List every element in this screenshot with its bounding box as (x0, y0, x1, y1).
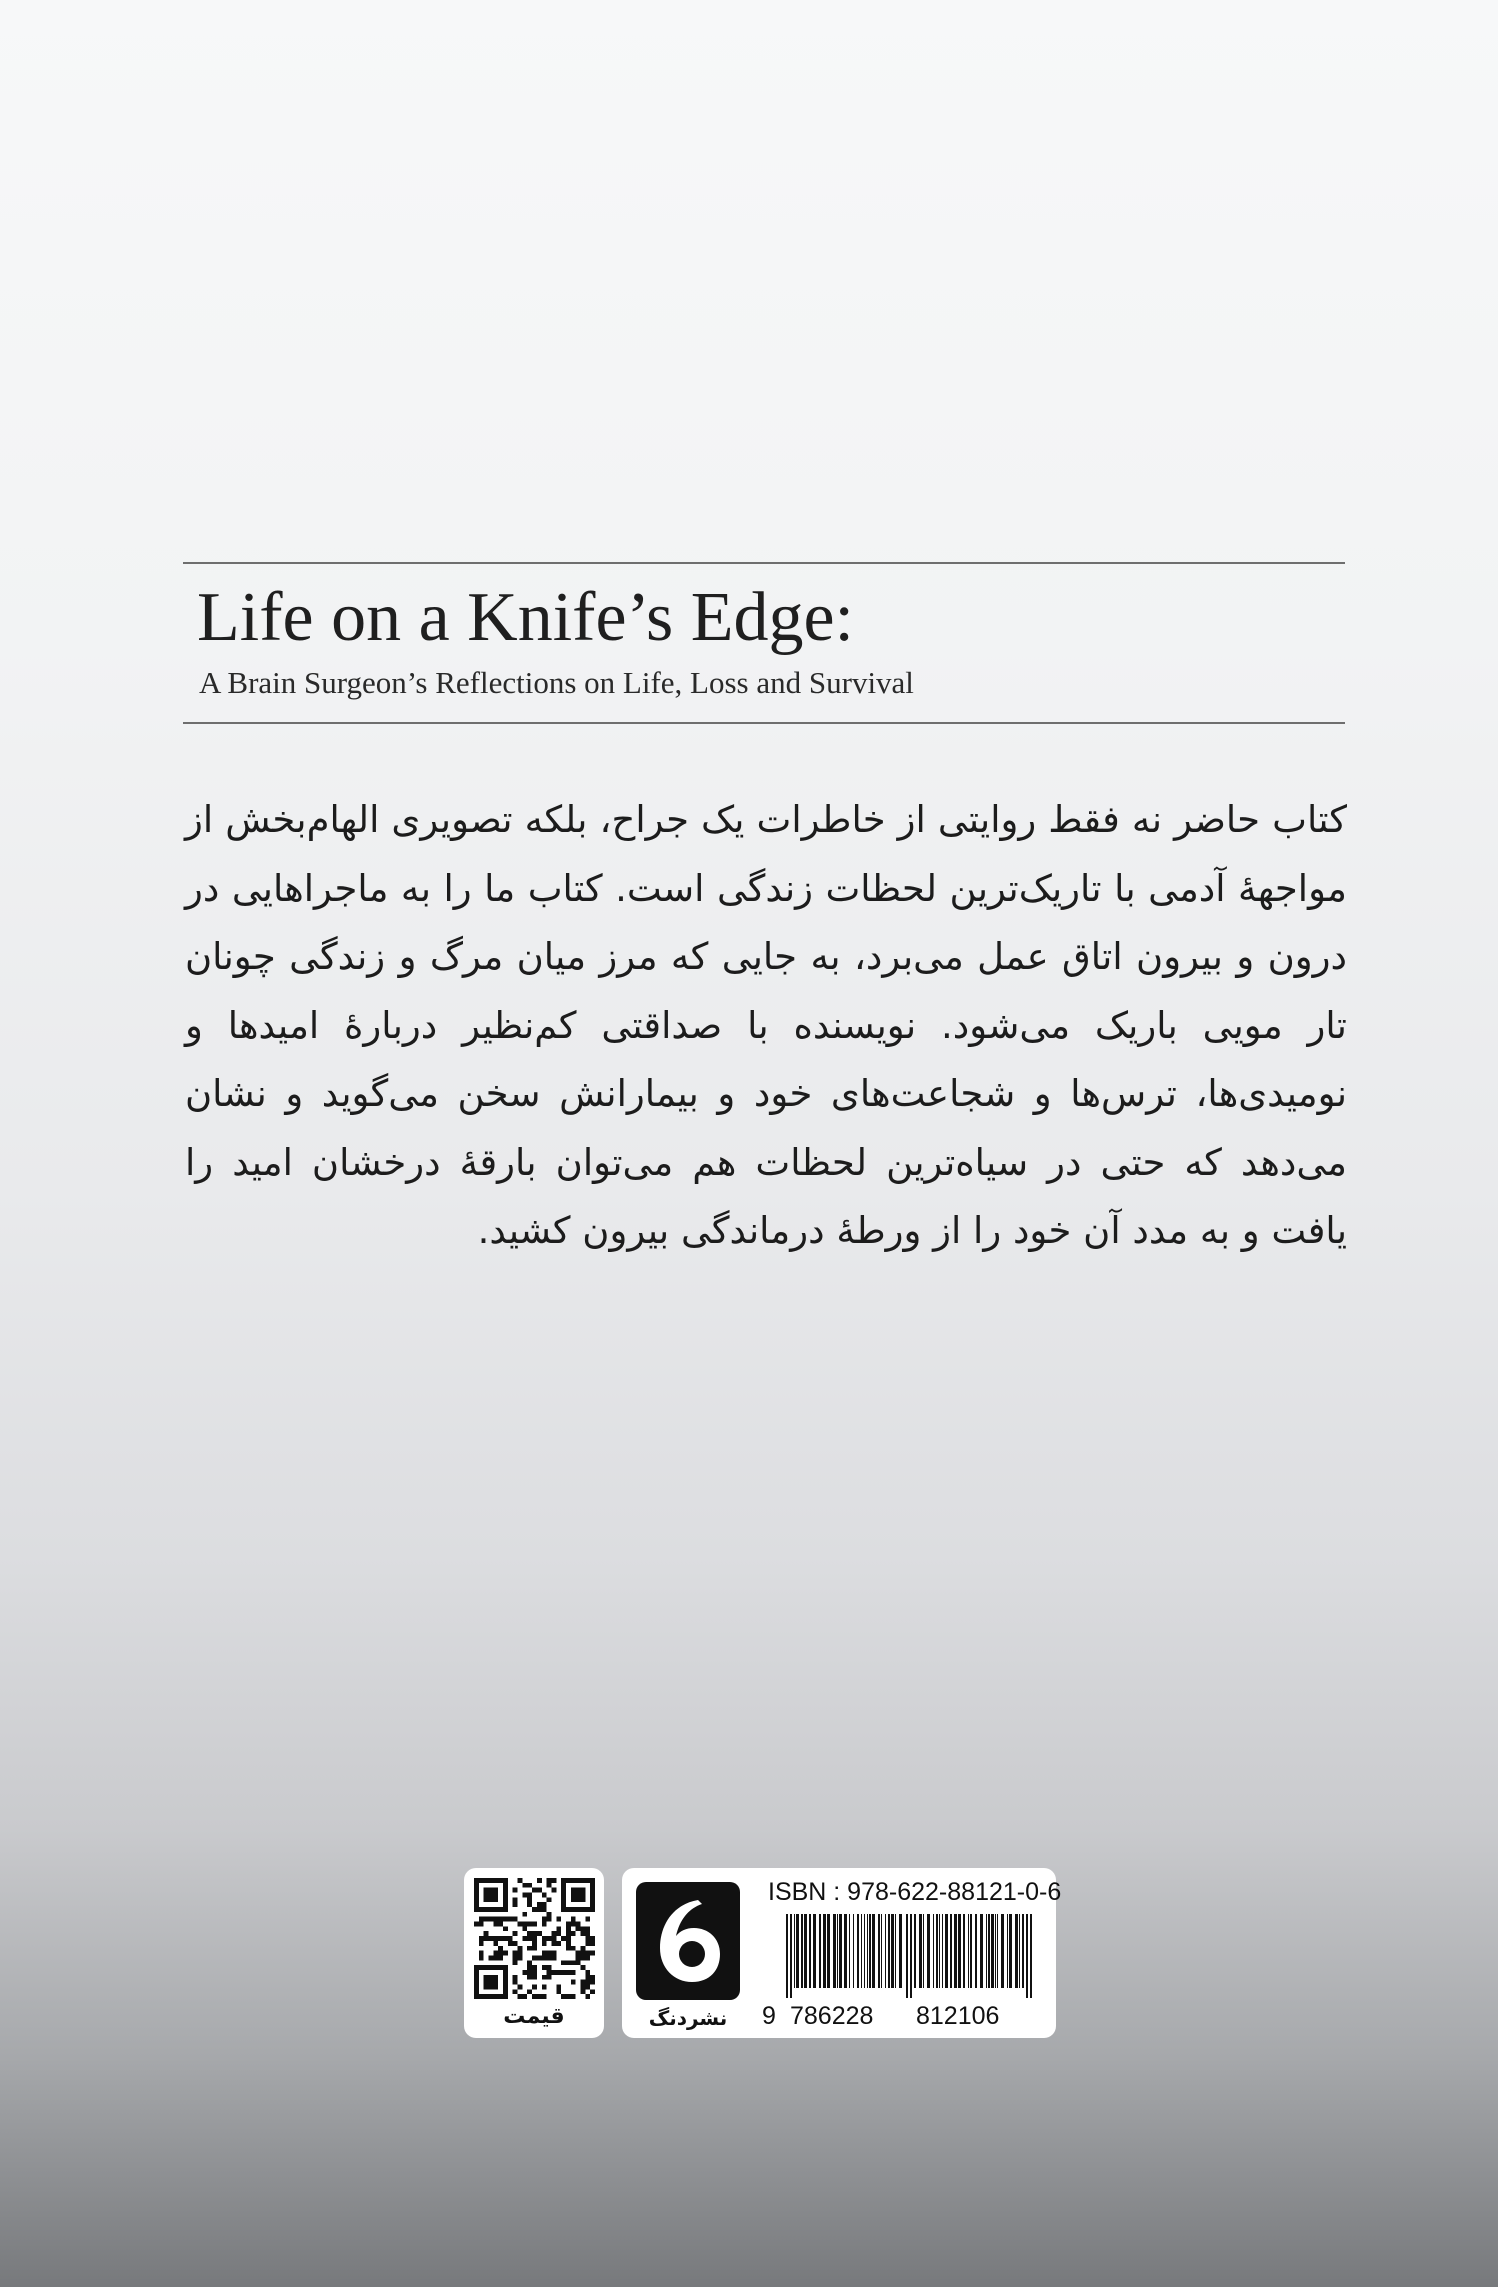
isbn-number: ISBN : 978-622-88121-0-6 (768, 1878, 1062, 1906)
barcode-digits-left: 786228 (790, 2002, 874, 2030)
isbn-card (622, 1868, 1062, 2038)
price-qr-card (464, 1868, 604, 2038)
barcode-digits-right: 812106 (916, 2002, 1000, 2030)
book-title: Life on a Knife’s Edge: (197, 579, 855, 656)
title-rule-top (183, 562, 1345, 564)
title-rule-bottom (183, 722, 1345, 724)
price-label: قیمت (503, 2004, 565, 2029)
barcode-digit-first: 9 (762, 2002, 776, 2030)
barcode-icon (786, 1914, 1036, 1998)
qr-code-icon (474, 1878, 595, 1999)
book-description: کتاب حاضر نه فقط روایتی از خاطرات یک جراح، بلکه تصویری الهام‌بخش از مواجههٔ آدمی با تاریک‌ترین لحظات زندگی است. کتاب ما را به ماجراهایی در درون و بیرون اتاق عمل می‌برد، به جایی که مرز میان مرگ و زندگی چونان تار مویی باریک می‌شود. نویسنده با صداقتی کم‌نظیر دربارهٔ امیدها و نومیدی‌ها، ترس‌ها و شجاعت‌های خود و بیمارانش سخن می‌گوید و نشان می‌دهد که حتی در سیاه‌ترین لحظات هم می‌توان بارقهٔ درخشان امید را یافت و به مدد آن خود را از ورطهٔ درماندگی بیرون کشید. (185, 798, 1347, 1252)
publisher-name: نشردنگ (648, 2006, 728, 2030)
publisher-logo-icon (636, 1882, 740, 2000)
book-subtitle: A Brain Surgeon’s Reflections on Life, Loss and Survival (199, 665, 914, 700)
